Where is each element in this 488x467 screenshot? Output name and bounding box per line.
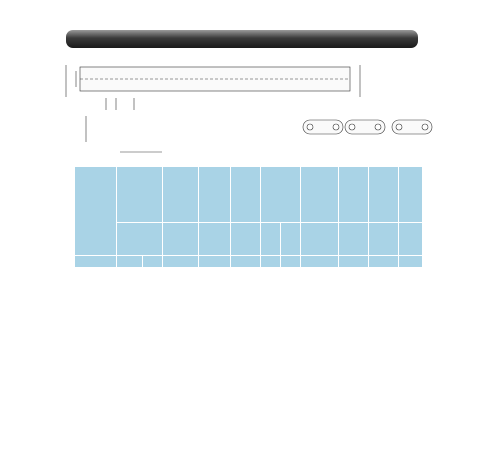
unit-cell: [231, 256, 261, 268]
symbol-b1: [199, 223, 231, 256]
unit-cell: [339, 256, 369, 268]
header-inner-width: [199, 167, 231, 223]
symbol-L: [261, 223, 281, 256]
header-weight: [399, 167, 423, 223]
symbol-q: [399, 223, 423, 256]
header-chain-no: [75, 167, 117, 256]
header-tensile-strength: [369, 167, 399, 223]
unit-cell: [143, 256, 163, 268]
chain-technical-drawing: [0, 18, 488, 163]
unit-cell: [281, 256, 301, 268]
header-plate-thickness: [339, 167, 369, 223]
link-plate-details: [303, 120, 432, 134]
symbol-P: [117, 223, 163, 256]
unit-cell: [163, 256, 199, 268]
chain-top-view: [66, 65, 360, 110]
chain-side-view: [86, 116, 162, 152]
symbol-h2: [301, 223, 339, 256]
unit-cell: [261, 256, 281, 268]
symbol-d1: [163, 223, 199, 256]
unit-blank: [75, 256, 117, 268]
header-pin-diameter: [231, 167, 261, 223]
unit-cell: [199, 256, 231, 268]
unit-cell: [369, 256, 399, 268]
symbol-Q: [369, 223, 399, 256]
symbol-T: [339, 223, 369, 256]
header-pin-length: [261, 167, 301, 223]
parameter-table: [74, 166, 422, 268]
unit-cell: [399, 256, 423, 268]
header-roller-diameter: [163, 167, 199, 223]
header-plate-depth: [301, 167, 339, 223]
symbol-d2: [231, 223, 261, 256]
unit-cell: [301, 256, 339, 268]
chain-photo: [66, 30, 418, 48]
unit-cell: [117, 256, 143, 268]
symbol-Lc: [281, 223, 301, 256]
header-pitch: [117, 167, 163, 223]
